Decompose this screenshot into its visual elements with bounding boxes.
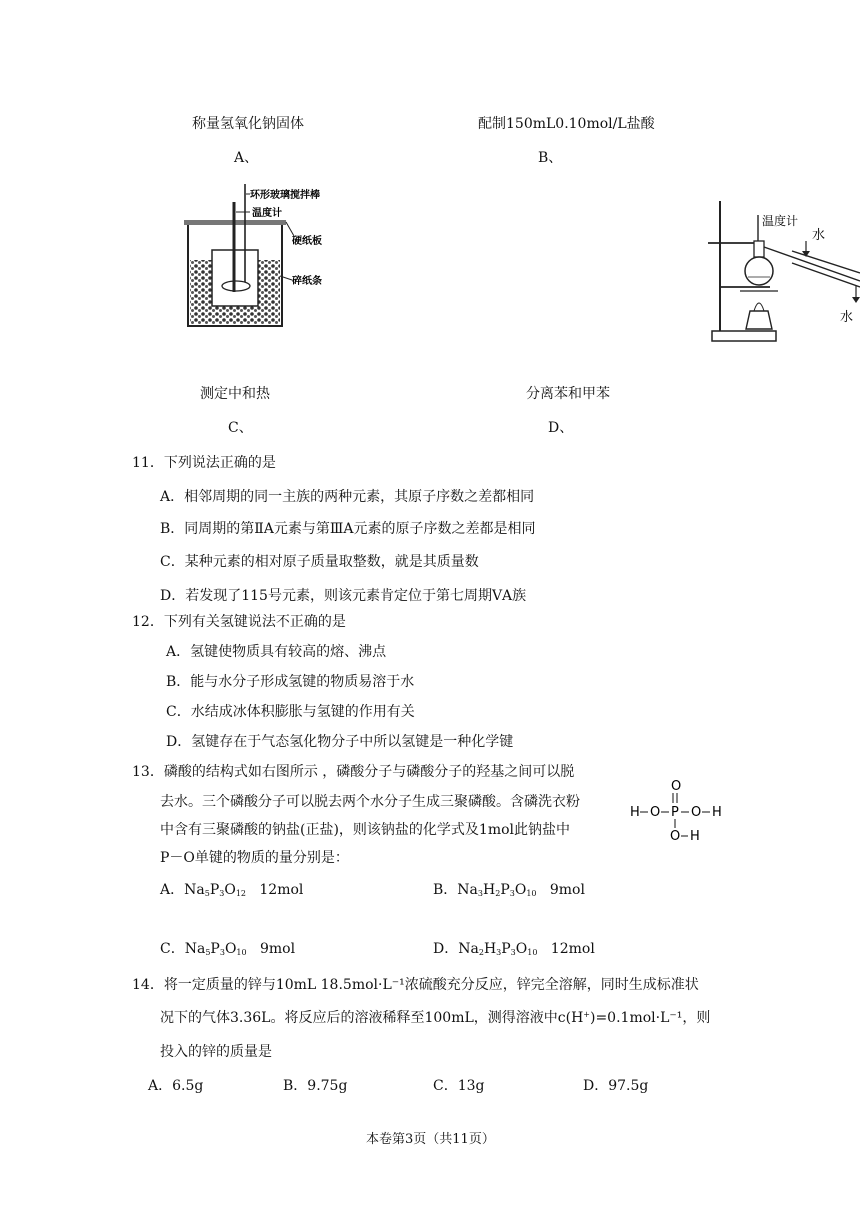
q13-option-b: B．$Na_3H_2P_3O_{10}$ 9mol (433, 882, 585, 898)
figure-d-letter: D、 (548, 420, 574, 436)
q13-line-2: 去水。三个磷酸分子可以脱去两个水分子生成三聚磷酸。含磷洗衣粉 (160, 794, 580, 810)
q13-line-1: 13．磷酸的结构式如右图所示 ，磷酸分子与磷酸分子的羟基之间可以脱 (132, 764, 575, 780)
water-out-label: 水 (840, 310, 854, 325)
q11-option-c: C．某种元素的相对原子质量取整数，就是其质量数 (160, 554, 479, 570)
q14-option-c: C．13g (433, 1078, 485, 1094)
paper-label: 碎纸条 (292, 276, 322, 287)
thermometer-label-d: 温度计 (762, 214, 799, 228)
svg-text:H: H (630, 805, 640, 820)
figure-a-letter: A、 (234, 150, 259, 166)
figure-c-letter: C、 (228, 420, 253, 436)
q13-option-a: A．$Na_5P_3O_{12}$ 12mol (160, 882, 304, 898)
figure-a-caption: 称量氢氧化钠固体 (192, 116, 304, 132)
q14-option-b: B．9.75g (283, 1078, 348, 1094)
distillation-figure (700, 195, 860, 355)
q11-option-a: A．相邻周期的同一主族的两种元素，其原子序数之差都相同 (160, 489, 535, 505)
q12-option-d: D．氢键存在于气态氢化物分子中所以氢键是一种化学键 (166, 734, 514, 750)
q12-stem: 12．下列有关氢键说法不正确的是 (132, 614, 346, 630)
q12-option-b: B．能与水分子形成氢键的物质易溶于水 (166, 674, 415, 690)
board-label: 硬纸板 (292, 236, 322, 247)
svg-text:H: H (690, 829, 700, 844)
page-footer: 本卷第3页（共11页） (366, 1132, 495, 1147)
phosphoric-acid-structure (620, 776, 730, 846)
thermometer-label-c: 温度计 (252, 208, 282, 219)
q14-line-2: 况下的气体3.36L。将反应后的溶液稀释至100mL，测得溶液中c(H+)=0.1mol·L⁻¹，则 (160, 1010, 711, 1026)
q13-line-3: 中含有三聚磷酸的钠盐(正盐)，则该钠盐的化学式及1mol此钠盐中 (160, 822, 571, 838)
q13-option-d: D．$Na_2H_3P_3O_{10}$ 12mol (433, 941, 595, 957)
figure-c-caption: 测定中和热 (200, 386, 270, 402)
q11-option-b: B．同周期的第ⅡA元素与第ⅢA元素的原子序数之差都是相同 (160, 521, 536, 537)
figure-b-caption: 配制150mL0.10mol/L盐酸 (478, 116, 655, 132)
svg-text:O: O (671, 779, 682, 794)
svg-text:O: O (691, 805, 702, 820)
q14-line-3: 投入的锌的质量是 (160, 1044, 272, 1060)
q13-line-4: P－O单键的物质的量分别是： (160, 850, 349, 866)
figure-b-letter: B、 (538, 150, 563, 166)
calorimeter-figure (180, 180, 360, 332)
svg-text:P: P (671, 805, 679, 820)
q12-option-c: C．水结成冰体积膨胀与氢键的作用有关 (166, 704, 415, 720)
q11-option-d: D．若发现了115号元素，则该元素肯定位于第七周期ⅤA族 (160, 588, 527, 604)
svg-text:O: O (670, 829, 681, 844)
svg-text:O: O (650, 805, 661, 820)
q12-option-a: A．氢键使物质具有较高的熔、沸点 (166, 644, 387, 660)
q14-option-d: D．97.5g (583, 1078, 649, 1094)
svg-text:H: H (712, 805, 722, 820)
stirrer-label: 环形玻璃搅拌棒 (250, 190, 320, 201)
q13-option-c: C．$Na_5P_3O_{10}$ 9mol (160, 941, 296, 957)
q14-line-1: 14．将一定质量的锌与10mL 18.5mol·L⁻¹浓硫酸充分反应，锌完全溶解，同时生成标准状 (132, 977, 699, 993)
water-in-label: 水 (812, 228, 826, 243)
figure-d-caption: 分离苯和甲苯 (526, 386, 610, 402)
q11-stem: 11．下列说法正确的是 (132, 455, 276, 471)
q14-option-a: A．6.5g (148, 1078, 204, 1094)
